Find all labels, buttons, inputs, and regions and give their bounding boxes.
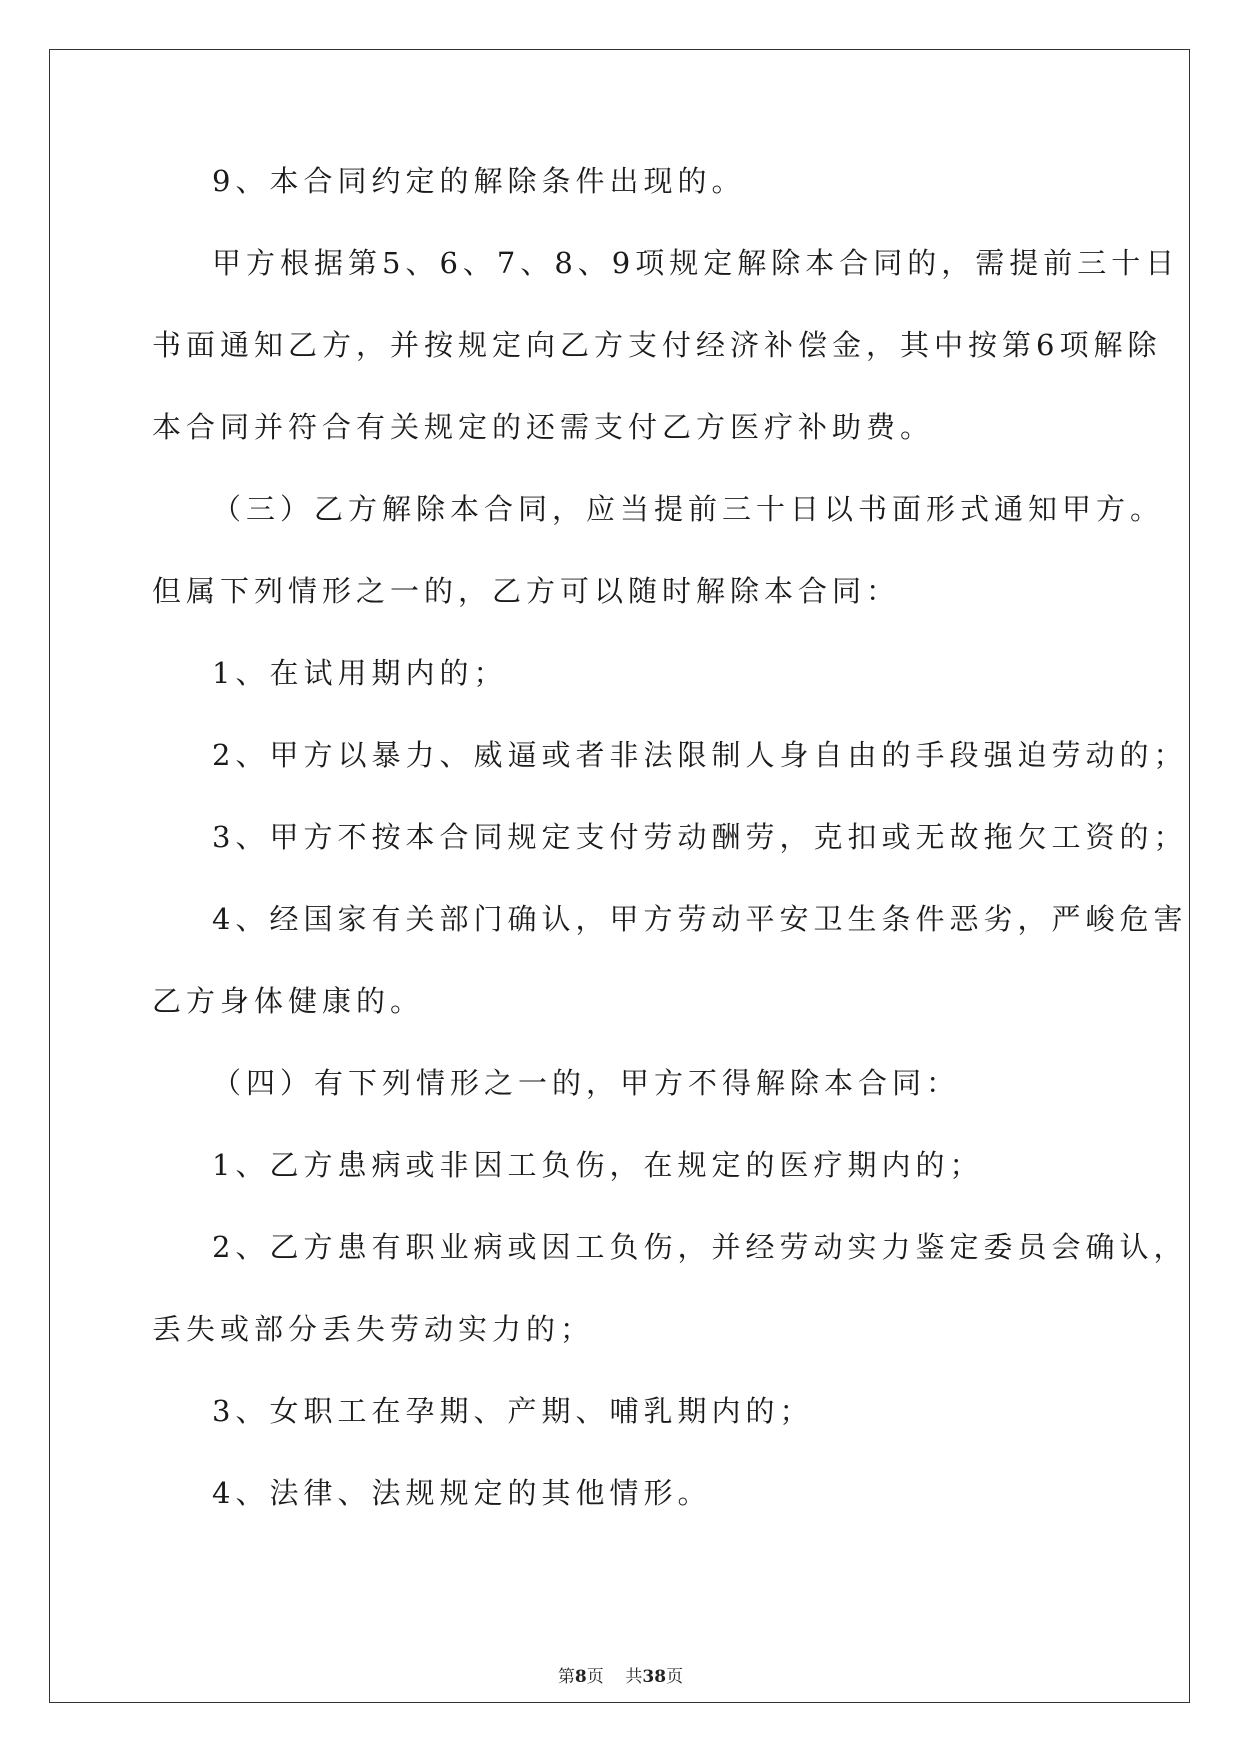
footer-page-number: 8	[574, 1667, 587, 1687]
footer-total-suffix: 页	[666, 1667, 684, 1687]
paragraph-line: 甲方根据第5、6、7、8、9项规定解除本合同的，需提前三十日	[212, 246, 1180, 280]
paragraph-clause-9: 9、本合同约定的解除条件出现的。	[212, 164, 746, 198]
document-body	[152, 140, 1188, 1534]
paragraph-line: 但属下列情形之一的，乙方可以随时解除本合同：	[152, 574, 901, 608]
list-item: 1、在试用期内的；	[212, 656, 508, 690]
list-item: 1、乙方患病或非因工负伤，在规定的医疗期内的；	[212, 1148, 984, 1182]
list-item: 3、女职工在孕期、产期、哺乳期内的；	[212, 1394, 814, 1428]
list-item: 4、经国家有关部门确认，甲方劳动平安卫生条件恶劣，严峻危害	[212, 902, 1188, 936]
section-heading-3: （三）乙方解除本合同，应当提前三十日以书面形式通知甲方。	[212, 492, 1165, 526]
page-footer	[0, 1662, 1241, 1687]
footer-total-pages: 38	[642, 1667, 667, 1687]
section-heading-4: （四）有下列情形之一的，甲方不得解除本合同：	[212, 1066, 961, 1100]
paragraph-line: 书面通知乙方，并按规定向乙方支付经济补偿金，其中按第6项解除	[152, 328, 1162, 362]
list-item: 4、法律、法规规定的其他情形。	[212, 1476, 712, 1510]
list-item: 2、乙方患有职业病或因工负伤，并经劳动实力鉴定委员会确认，	[212, 1230, 1188, 1264]
paragraph-line: 本合同并符合有关规定的还需支付乙方医疗补助费。	[152, 410, 935, 444]
list-item-continuation: 乙方身体健康的。	[152, 984, 425, 1018]
list-item: 3、甲方不按本合同规定支付劳动酬劳，克扣或无故拖欠工资的；	[212, 820, 1188, 854]
footer-page-suffix: 页	[586, 1667, 604, 1687]
list-item: 2、甲方以暴力、威逼或者非法限制人身自由的手段强迫劳动的；	[212, 738, 1188, 772]
list-item-continuation: 丢失或部分丢失劳动实力的；	[152, 1312, 595, 1346]
footer-total-prefix: 共	[625, 1667, 643, 1687]
footer-prefix: 第	[557, 1667, 575, 1687]
